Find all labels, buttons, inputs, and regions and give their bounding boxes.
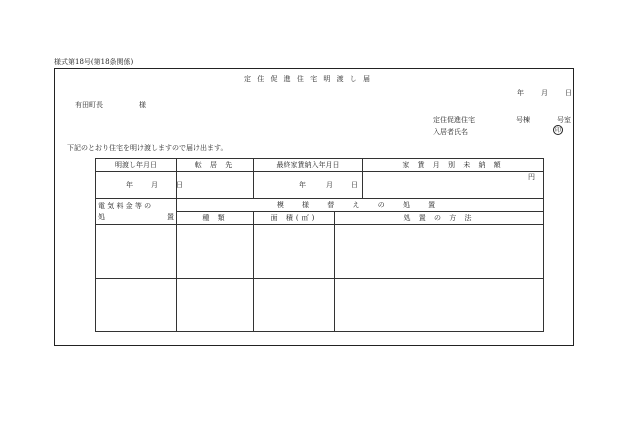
utilities-label-line2-a: 処 bbox=[98, 213, 105, 221]
entry-row bbox=[96, 225, 544, 279]
building-label: 号棟 bbox=[516, 116, 530, 124]
monthly-rent-header: 家 賃 月 別 未 納 額 bbox=[363, 159, 544, 172]
seal-icon: 印 bbox=[554, 127, 561, 134]
yen-label: 円 bbox=[528, 173, 536, 181]
date-year-label: 年 bbox=[517, 89, 524, 97]
addressee-honorific: 様 bbox=[139, 101, 146, 109]
form-number: 様式第18号(第18条関係) bbox=[54, 58, 134, 66]
form-title: 定 住 促 進 住 宅 明 渡 し 届 bbox=[244, 75, 373, 83]
last-rent-year-label: 年 bbox=[299, 181, 306, 189]
handover-month-label: 月 bbox=[151, 181, 158, 189]
new-address-header: 転 居 先 bbox=[177, 159, 254, 172]
area-entry-cell[interactable] bbox=[254, 279, 335, 332]
handover-day-label: 日 bbox=[176, 181, 183, 189]
last-rent-date-header: 最終家賃納入年月日 bbox=[254, 159, 363, 172]
addressee-name: 有田町長 bbox=[75, 101, 103, 109]
date-day-label: 日 bbox=[565, 89, 572, 97]
form-table bbox=[95, 158, 544, 332]
table-header-row bbox=[96, 159, 544, 172]
utilities-label-line1: 電 気 料 金 等 の bbox=[98, 202, 152, 210]
last-rent-month-label: 月 bbox=[326, 181, 333, 189]
statement-text: 下記のとおり住宅を明け渡しますので届け出ます。 bbox=[67, 144, 228, 152]
last-rent-day-label: 日 bbox=[351, 181, 358, 189]
method-header: 処 置 の 方 法 bbox=[335, 212, 544, 225]
utilities-label-cell bbox=[96, 199, 177, 225]
housing-label: 定住促進住宅 bbox=[433, 116, 475, 124]
utilities-label-line2-b: 置 bbox=[167, 213, 174, 221]
new-address-cell[interactable] bbox=[177, 172, 254, 199]
remodel-header: 模 様 替 え の 処 置 bbox=[177, 199, 544, 212]
remodel-header-row bbox=[96, 199, 544, 212]
method-entry-cell[interactable] bbox=[335, 225, 544, 279]
table-value-row bbox=[96, 172, 544, 199]
handover-date-cell[interactable] bbox=[96, 172, 183, 199]
kind-entry-cell[interactable] bbox=[177, 279, 254, 332]
kind-entry-cell[interactable] bbox=[177, 225, 254, 279]
entry-row bbox=[96, 279, 544, 332]
last-rent-date-cell[interactable] bbox=[254, 172, 363, 199]
handover-year-label: 年 bbox=[126, 181, 133, 189]
resident-name-label: 入居者氏名 bbox=[433, 128, 468, 136]
area-entry-cell[interactable] bbox=[254, 225, 335, 279]
monthly-rent-cell[interactable] bbox=[363, 172, 544, 199]
utilities-entry-cell[interactable] bbox=[96, 225, 177, 279]
kind-header: 種 類 bbox=[177, 212, 254, 225]
method-entry-cell[interactable] bbox=[335, 279, 544, 332]
date-month-label: 月 bbox=[541, 89, 548, 97]
room-label: 号室 bbox=[557, 116, 571, 124]
handover-date-header: 明渡し年月日 bbox=[96, 159, 177, 172]
area-header: 面 積(㎡) bbox=[254, 212, 335, 225]
utilities-entry-cell[interactable] bbox=[96, 279, 177, 332]
